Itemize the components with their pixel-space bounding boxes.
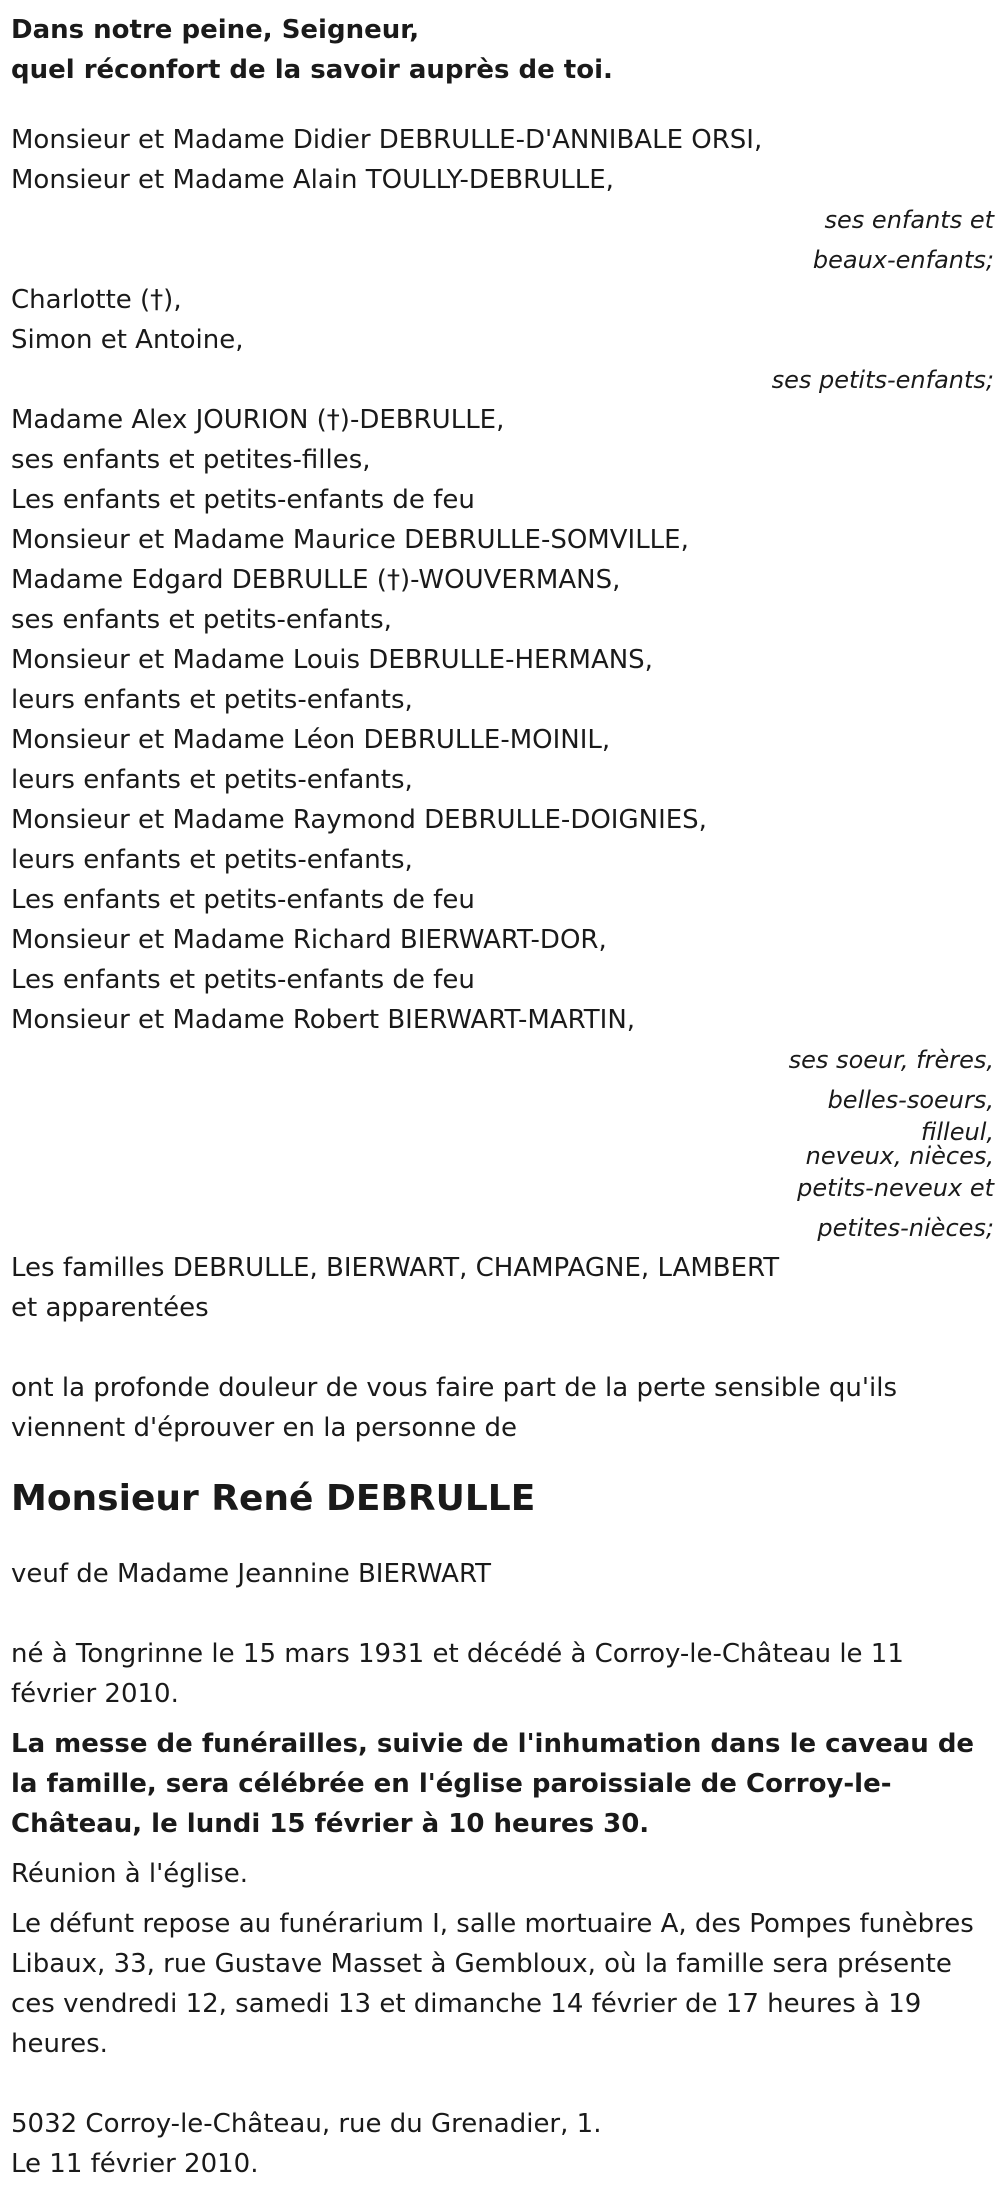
role-label: petits-neveux et <box>797 1174 994 1202</box>
birth-death-text: né à Tongrinne le 15 mars 1931 et décédé à Corroy-le-Château le 11 février 2010. <box>11 1639 904 1709</box>
role-label: filleul, <box>920 1118 994 1146</box>
date-line: Le 11 février 2010. <box>11 2149 259 2179</box>
repose-text: Le défunt repose au funérarium I, salle mortuaire A, des Pompes funèbres Libaux, 33, rue Gustave Masset à Gembloux, où la famille sera présente ces vendredi 12, samedi 13 et dimanche 14 février de 17 heures à 19 heures. <box>11 1909 974 2059</box>
family-line: Madame Edgard DEBRULLE (†)-WOUVERMANS, <box>11 565 621 595</box>
address-line: 5032 Corroy-le-Château, rue du Grenadier, 1. <box>11 2109 602 2139</box>
family-line: leurs enfants et petits-enfants, <box>11 845 413 875</box>
families-line: Les familles DEBRULLE, BIERWART, CHAMPAGNE, LAMBERT <box>11 1253 780 1283</box>
role-label: beaux-enfants; <box>812 246 994 274</box>
children-block <box>11 120 994 280</box>
prayer-line-2: quel réconfort de la savoir auprès de toi. <box>11 55 613 85</box>
meeting-text: Réunion à l'église. <box>11 1859 249 1889</box>
families-line: et apparentées <box>11 1293 209 1323</box>
family-line: leurs enfants et petits-enfants, <box>11 685 413 715</box>
family-line: Simon et Antoine, <box>11 325 244 355</box>
families-block <box>11 1248 989 1328</box>
role-label: petites-nièces; <box>817 1214 994 1242</box>
family-line: ses enfants et petites-filles, <box>11 445 371 475</box>
family-line: Les enfants et petits-enfants de feu <box>11 485 475 515</box>
role-label: ses petits-enfants; <box>771 366 994 394</box>
family-line: Les enfants et petits-enfants de feu <box>11 885 475 915</box>
family-line: Charlotte (†), <box>11 285 182 315</box>
deceased-name: Monsieur René DEBRULLE <box>11 1478 536 1519</box>
family-line: ses enfants et petits-enfants, <box>11 605 392 635</box>
family-line: Monsieur et Madame Robert BIERWART-MARTIN, <box>11 1005 636 1035</box>
family-line: Monsieur et Madame Raymond DEBRULLE-DOIGNIES, <box>11 805 707 835</box>
role-label: ses soeur, frères, <box>788 1046 994 1074</box>
family-line: Monsieur et Madame Maurice DEBRULLE-SOMVILLE, <box>11 525 689 555</box>
role-label: neveux, nièces, <box>805 1142 994 1170</box>
role-label: ses enfants et <box>824 206 994 234</box>
family-line: Monsieur et Madame Louis DEBRULLE-HERMANS, <box>11 645 653 675</box>
family-line: Monsieur et Madame Alain TOULLY-DEBRULLE, <box>11 165 614 195</box>
family-line: Les enfants et petits-enfants de feu <box>11 965 475 995</box>
role-label: belles-soeurs, <box>827 1086 994 1114</box>
siblings-block <box>11 400 994 1248</box>
grandchildren-block <box>11 280 994 400</box>
announcement-text: ont la profonde douleur de vous faire part de la perte sensible qu'ils viennent d'éprouver en la personne de <box>11 1373 897 1443</box>
prayer-line-1: Dans notre peine, Seigneur, <box>11 15 420 45</box>
family-line: Monsieur et Madame Didier DEBRULLE-D'ANNIBALE ORSI, <box>11 125 763 155</box>
family-line: Monsieur et Madame Richard BIERWART-DOR, <box>11 925 607 955</box>
widow-line: veuf de Madame Jeannine BIERWART <box>11 1559 492 1589</box>
family-line: Madame Alex JOURION (†)-DEBRULLE, <box>11 405 505 435</box>
family-line: Monsieur et Madame Léon DEBRULLE-MOINIL, <box>11 725 611 755</box>
family-line: leurs enfants et petits-enfants, <box>11 765 413 795</box>
funeral-mass-text: La messe de funérailles, suivie de l'inhumation dans le caveau de la famille, sera célébrée en l'église paroissiale de Corroy-le-Château, le lundi 15 février à 10 heures 30. <box>11 1729 975 1839</box>
